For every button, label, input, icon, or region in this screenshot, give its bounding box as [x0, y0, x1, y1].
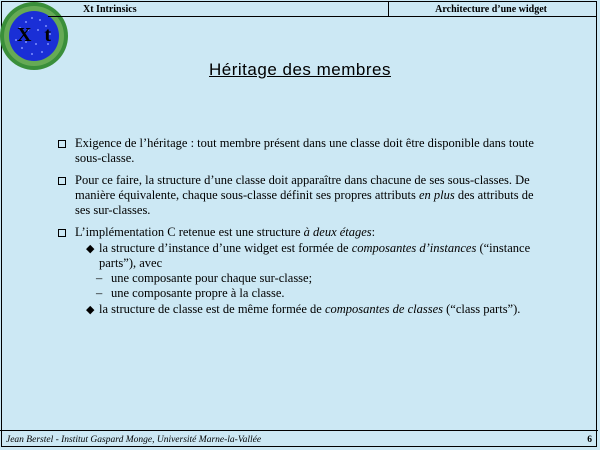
bullet-text: Pour ce faire, la structure d’une classe doit apparaître dans chacune de ses sous-classes. De manière équivalente, chaque sous-classe définit ses propres attributs — [75, 173, 530, 202]
slide-title — [0, 60, 600, 80]
square-bullet-icon — [58, 177, 66, 185]
diamond-bullet-icon: ◆ — [86, 243, 95, 255]
slide-content — [58, 136, 538, 324]
sub-bullet-text: la structure d’instance d’une widget est formée de — [99, 241, 352, 255]
sub-bullet-text: la structure de classe est de même formée de — [99, 302, 325, 316]
sub-bullet-text: (“instance parts”), avec — [99, 241, 531, 270]
dash-text: une composante pour chaque sur-classe; — [111, 271, 313, 285]
sub-bullet-item — [75, 241, 538, 271]
header-divider — [388, 2, 389, 16]
bullet-text: : — [371, 225, 376, 239]
bullet-item — [58, 136, 538, 166]
sub-bullet-emphasis: composantes d’instances — [351, 241, 477, 255]
header-bar — [48, 2, 597, 17]
bullet-text: L’implémentation C retenue est une structure — [75, 225, 304, 239]
bullet-emphasis: à deux étages — [303, 225, 372, 239]
header-left: Xt Intrinsics — [83, 4, 137, 15]
sub-bullet-item — [75, 302, 538, 317]
sub-bullet-emphasis: composantes de classes — [324, 302, 443, 316]
page-number: 6 — [587, 435, 592, 445]
square-bullet-icon — [58, 229, 66, 237]
header-right: Architecture d’une widget — [435, 4, 547, 15]
dash-text: une composante propre à la classe. — [111, 286, 285, 300]
dash-icon: – — [96, 286, 103, 300]
dash-item — [75, 286, 538, 301]
square-bullet-icon — [58, 140, 66, 148]
dash-icon: – — [96, 271, 103, 285]
sub-bullet-text: (“class parts”). — [443, 302, 521, 316]
bullet-text: Exigence de l’héritage : tout membre présent dans une classe doit être disponible dans toute sous-classe. — [75, 136, 534, 165]
bullet-emphasis: en plus — [418, 188, 455, 202]
logo-text: X t — [16, 24, 56, 46]
footer-bar — [0, 430, 598, 449]
bullet-item — [58, 225, 538, 317]
slide-title-text: Héritage des membres — [209, 60, 391, 79]
footer-author: Jean Berstel - Institut Gaspard Monge, Université Marne-la-Vallée — [6, 435, 262, 445]
diamond-bullet-icon: ◆ — [86, 304, 95, 316]
bullet-text: des attributs de ses sur-classes. — [75, 188, 534, 217]
dash-item — [75, 271, 538, 286]
bullet-item — [58, 173, 538, 218]
